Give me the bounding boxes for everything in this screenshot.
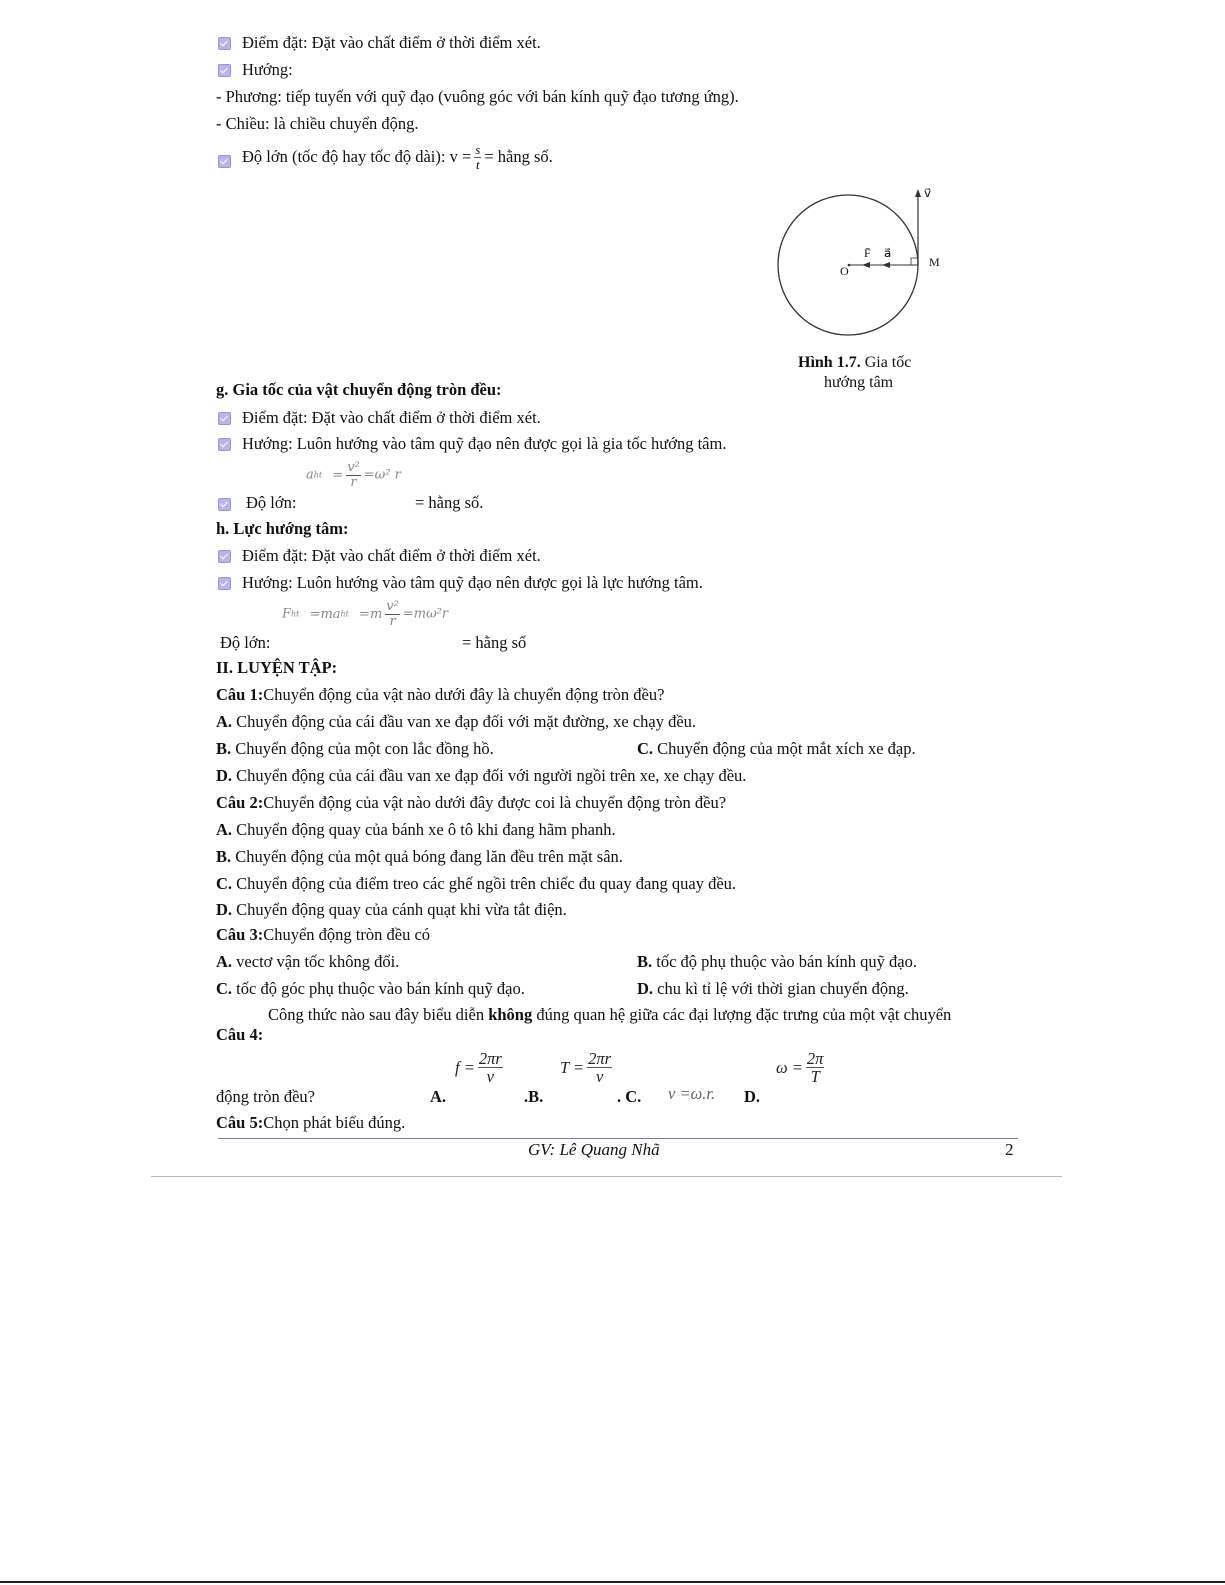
formula-subscript: ht (291, 609, 300, 619)
figure-caption (798, 354, 911, 372)
question-text: Chọn phát biểu đúng. (263, 1113, 406, 1132)
option-D-formula (776, 1050, 824, 1086)
question-3 (216, 925, 430, 945)
option-label: B. (637, 952, 653, 971)
fraction (806, 1050, 825, 1086)
option-label: . C. (617, 1087, 642, 1106)
bullet-text: Hướng: Luôn hướng vào tâm quỹ đạo nên được gọi là lực hướng tâm. (242, 573, 703, 592)
denominator: T (810, 1067, 820, 1087)
centripetal-acceleration-formula: aht = $\frac{\text{v²}}{r}$ =ω² r (306, 460, 401, 490)
formula-suffix: = hằng số. (415, 493, 484, 512)
option-B (216, 847, 623, 867)
option-text: Chuyển động của cái đầu van xe đạp đối với mặt đường, xe chạy đều. (236, 712, 697, 731)
numerator: v² (386, 599, 399, 614)
option-A (216, 820, 616, 840)
checkbox-bullet-icon (218, 498, 231, 511)
formula-part: =ma (309, 606, 341, 622)
label-v: v⃗ (924, 186, 932, 200)
circular-motion-figure (770, 185, 950, 345)
denominator: v (595, 1067, 604, 1087)
option-D (637, 979, 909, 999)
formula-suffix: = hằng số (462, 633, 527, 652)
question-text: Chuyển động tròn đều có (263, 925, 431, 944)
option-label: B. (216, 847, 232, 866)
bullet-text: Độ lớn: (220, 633, 271, 652)
fraction-s-over-t (474, 143, 481, 171)
option-label: D. (216, 900, 233, 919)
option-label: D. (744, 1087, 761, 1106)
bullet-text: Điểm đặt: Đặt vào chất điểm ở thời điểm xét. (242, 408, 541, 427)
option-B (637, 952, 917, 972)
formula-symbol: a (306, 467, 314, 483)
option-C (637, 739, 916, 759)
question-text: động tròn đều? (216, 1087, 315, 1106)
question-text: Chuyển động của vật nào dưới đây là chuyển động tròn đều? (263, 685, 665, 704)
option-C-formula: v =ω.r. (668, 1084, 716, 1103)
label-O: O (840, 264, 849, 278)
question-label: Câu 5: (216, 1113, 264, 1132)
numerator: 2πr (588, 1049, 612, 1068)
question-label: Câu 2: (216, 793, 264, 812)
formula-rhs: =ω² r (363, 467, 401, 483)
question-5 (216, 1113, 405, 1133)
checkbox-bullet-icon (218, 37, 231, 50)
option-label: A. (216, 820, 233, 839)
option-A (216, 952, 399, 972)
formula-prefix: Độ lớn (tốc độ hay tốc độ dài): v = (242, 147, 472, 167)
question-label: Câu 3: (216, 925, 264, 944)
numerator: 2π (806, 1049, 824, 1068)
numerator: 2πr (478, 1049, 502, 1068)
denominator: r (350, 474, 357, 490)
formula-subscript: ht (340, 609, 349, 619)
option-label: D. (216, 766, 233, 785)
option-label: B. (216, 739, 232, 758)
section-heading: g. Gia tốc của vật chuyển động tròn đều: (216, 380, 502, 399)
denominator: r (389, 613, 396, 629)
section-heading: h. Lực hướng tâm: (216, 519, 349, 538)
question-emphasis: không (488, 1005, 533, 1024)
checkbox-bullet-icon (218, 412, 231, 425)
option-text: chu kì tỉ lệ với thời gian chuyển động. (657, 979, 909, 998)
checkbox-bullet-icon (218, 550, 231, 563)
figure-caption-line2: hướng tâm (824, 374, 894, 391)
option-text: Chuyển động của điểm treo các ghế ngồi trên chiếc đu quay đang quay đều. (236, 874, 737, 893)
bullet-text: Hướng: Luôn hướng vào tâm quỹ đạo nên được gọi là gia tốc hướng tâm. (242, 434, 727, 453)
question-text: Chuyển động của vật nào dưới đây được coi là chuyển động tròn đều? (263, 793, 727, 812)
option-label: A. (216, 952, 233, 971)
footer-author: GV: Lê Quang Nhã (528, 1140, 660, 1159)
option-label: A. (216, 712, 233, 731)
velocity-arrow-head (915, 189, 921, 197)
label-F: F̄ (864, 246, 871, 260)
question-text: đúng quan hệ giữa các đại lượng đặc trưng của một vật chuyển (536, 1005, 952, 1024)
option-text: vectơ vận tốc không đổi. (236, 952, 400, 971)
numerator: v² (347, 460, 360, 475)
checkbox-bullet-icon (218, 64, 231, 77)
option-C (216, 979, 525, 999)
page-margin-rule (151, 1176, 1062, 1177)
option-label: C. (216, 979, 233, 998)
numerator: s (475, 142, 481, 157)
acceleration-arrow-head (882, 262, 890, 268)
bullet-text: Hướng: (242, 60, 293, 79)
checkbox-bullet-icon (218, 577, 231, 590)
option-A-formula (455, 1050, 503, 1086)
option-label: .B. (524, 1087, 544, 1106)
section-heading: II. LUYỆN TẬP: (216, 658, 338, 677)
label-M: M (929, 255, 940, 269)
text-line: - Phương: tiếp tuyến với quỹ đạo (vuông góc với bán kính quỹ đạo tương ứng). (216, 87, 739, 106)
fraction (587, 1050, 612, 1086)
caption-number: Hình 1.7. (798, 354, 861, 371)
formula-subscript: ht (313, 470, 323, 480)
bottom-edge-line (0, 1581, 1225, 1583)
right-angle-mark (911, 258, 918, 265)
question-1 (216, 685, 664, 705)
option-text: Chuyển động quay của bánh xe ô tô khi đang hãm phanh. (236, 820, 616, 839)
option-text: Chuyển động quay của cánh quạt khi vừa tắt điện. (236, 900, 567, 919)
bullet-text: Điểm đặt: Đặt vào chất điểm ở thời điểm xét. (242, 546, 541, 565)
fraction (478, 1050, 503, 1086)
option-label: C. (216, 874, 233, 893)
fraction-v2-over-r (346, 461, 361, 489)
option-text: tốc độ phụ thuộc vào bán kính quỹ đạo. (656, 952, 918, 971)
bullet-text: Điểm đặt: Đặt vào chất điểm ở thời điểm xét. (242, 33, 541, 52)
option-B-formula (560, 1050, 612, 1086)
option-A (216, 712, 696, 732)
option-D (216, 766, 746, 786)
checkbox-bullet-icon (218, 155, 231, 168)
centripetal-force-formula (282, 600, 448, 628)
footer-rule (218, 1138, 1018, 1139)
option-B (216, 739, 494, 759)
question-label: Câu 4: (216, 1025, 264, 1044)
formula-symbol: F (282, 606, 292, 622)
page-number: 2 (1005, 1140, 1014, 1159)
question-4-text (268, 1005, 951, 1025)
checkbox-bullet-icon (218, 438, 231, 451)
option-label: A. (430, 1087, 447, 1106)
option-text: tốc độ góc phụ thuộc vào bán kính quỹ đạo. (236, 979, 525, 998)
formula-lhs: f = (455, 1057, 475, 1077)
caption-text: Gia tốc (864, 354, 912, 371)
formula-part: =mω²r (402, 606, 449, 622)
formula-lhs: ω = (776, 1057, 803, 1077)
label-a: a⃗ (884, 246, 892, 260)
denominator: v (486, 1067, 494, 1087)
speed-formula-line (242, 143, 553, 171)
option-C (216, 874, 736, 894)
formula-lhs: T = (560, 1057, 585, 1077)
formula-suffix: = hằng số. (484, 147, 553, 167)
option-text: Chuyển động của một mắt xích xe đạp. (657, 739, 916, 758)
option-text: Chuyển động của một quả bóng đang lăn đều trên mặt sân. (235, 847, 623, 866)
question-text: Công thức nào sau đây biểu diễn (268, 1005, 485, 1024)
option-text: Chuyển động của cái đầu van xe đạp đối với người ngồi trên xe, xe chạy đều. (236, 766, 747, 785)
option-label: D. (637, 979, 654, 998)
force-arrow-head (862, 262, 870, 268)
question-label: Câu 1: (216, 685, 264, 704)
denominator: t (476, 156, 480, 172)
option-D (216, 900, 567, 920)
option-label: C. (637, 739, 654, 758)
bullet-text: Độ lớn: (246, 493, 297, 512)
formula-part: =m (359, 606, 383, 622)
option-text: Chuyển động của một con lắc đồng hồ. (235, 739, 494, 758)
fraction-v2-over-r (385, 600, 400, 628)
question-2 (216, 793, 726, 813)
text-line: - Chiều: là chiều chuyển động. (216, 114, 419, 133)
